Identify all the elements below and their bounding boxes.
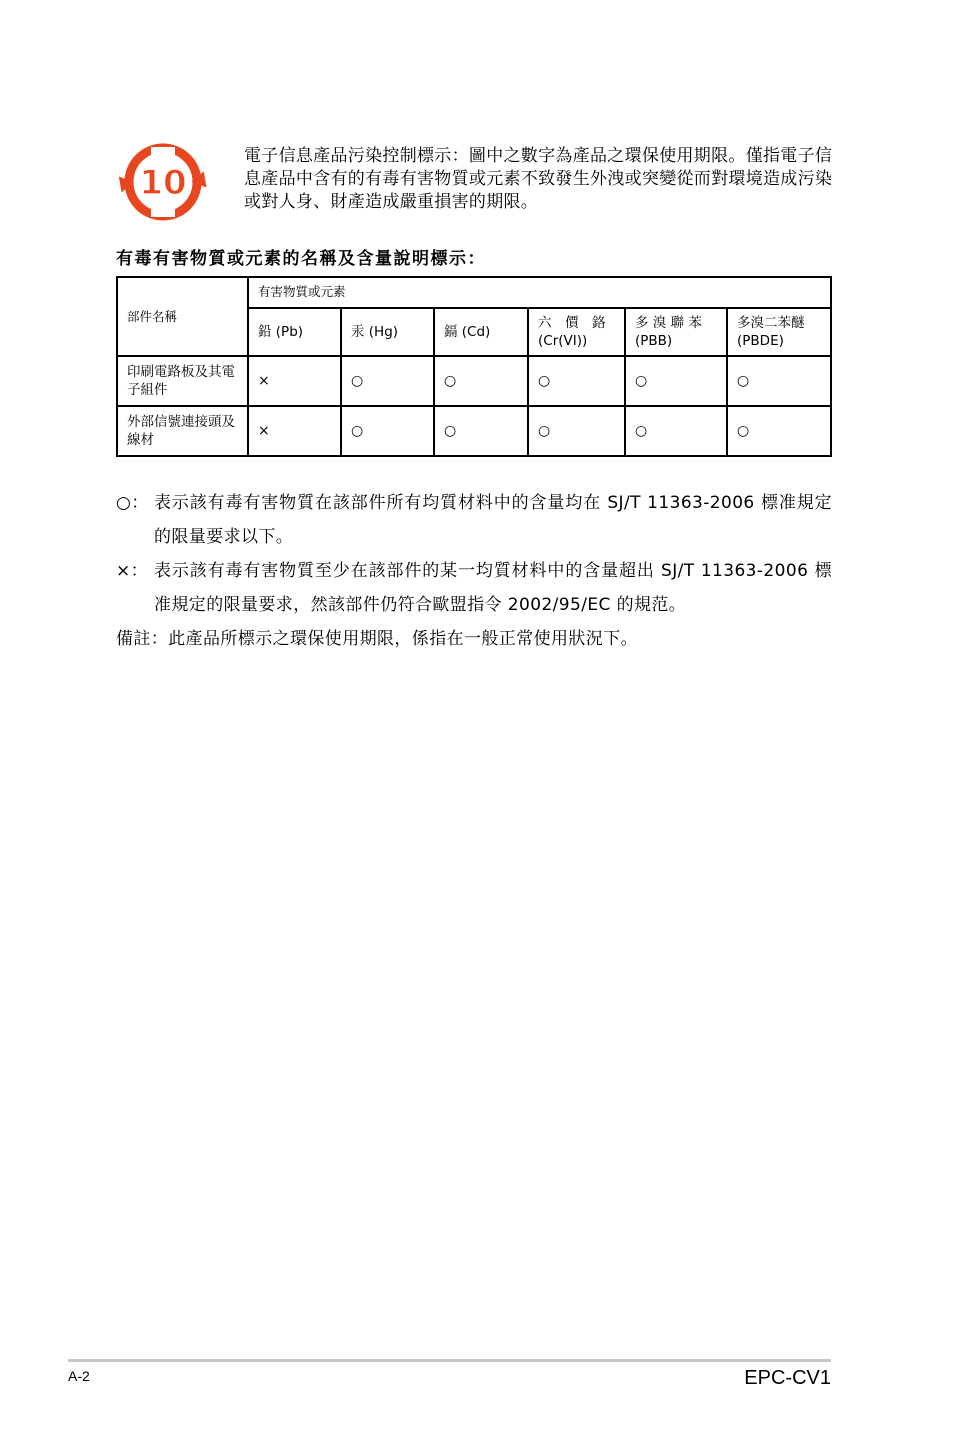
page-number: A-2 (68, 1368, 90, 1384)
table-title: 有毒有害物質或元素的名稱及含量說明標示： (116, 249, 486, 269)
substance-value-cell: ○ (625, 356, 727, 406)
hazardous-substances-table (116, 276, 832, 457)
substance-value-cell: ○ (341, 406, 434, 456)
note-text: 表示該有毒有害物質在該部件所有均質材料中的含量均在 SJ/T 11363-2006 標准規定的限量要求以下。 (154, 493, 832, 547)
part-name-cell: 印刷電路板及其電子組件 (117, 356, 248, 406)
part-name-header: 部件名稱 (117, 277, 248, 356)
substances-group-header: 有害物質或元素 (248, 277, 831, 308)
substance-header: 六 價 鉻 (Cr(VI)) (528, 308, 625, 357)
substance-value-cell: ○ (341, 356, 434, 406)
substance-value-cell: ○ (625, 406, 727, 456)
substance-header: 汞 (Hg) (341, 308, 434, 357)
note-mark: ○： (116, 493, 149, 513)
substance-value-cell: × (248, 406, 341, 456)
substance-value-cell: ○ (727, 406, 831, 456)
substance-header: 多 溴 聯 苯 (PBB) (625, 308, 727, 357)
note-text: 表示該有毒有害物質至少在該部件的某一均質材料中的含量超出 SJ/T 11363-2006 標准規定的限量要求，然該部件仍符合歐盟指令 2002/95/EC 的規范。 (154, 561, 832, 615)
substance-header: 鎘 (Cd) (434, 308, 528, 357)
substance-value-cell: × (248, 356, 341, 406)
table-row (117, 356, 831, 406)
part-name-cell: 外部信號連接頭及線材 (117, 406, 248, 456)
substance-value-cell: ○ (528, 406, 625, 456)
note-compliant (116, 486, 832, 554)
substance-value-cell: ○ (727, 356, 831, 406)
remark: 備註：此產品所標示之環保使用期限，係指在一般正常使用狀況下。 (116, 629, 638, 649)
footer-divider (68, 1359, 831, 1362)
environmental-protection-period-logo (115, 143, 211, 221)
substance-value-cell: ○ (528, 356, 625, 406)
note-mark: ×： (116, 561, 149, 581)
table-row (117, 406, 831, 456)
model-name: EPC-CV1 (744, 1367, 831, 1389)
substance-value-cell: ○ (434, 356, 528, 406)
substance-header: 鉛 (Pb) (248, 308, 341, 357)
substance-value-cell: ○ (434, 406, 528, 456)
note-exceeds (116, 554, 832, 622)
logo-number: 10 (139, 163, 187, 203)
substance-header: 多溴二苯醚 (PBDE) (727, 308, 831, 357)
intro-paragraph: 電子信息產品污染控制標示：圖中之數字為產品之環保使用期限。僅指電子信息產品中含有的有毒有害物質或元素不致發生外洩或突變從而對環境造成污染或對人身、財產造成嚴重損害的期限。 (244, 146, 833, 212)
notes-section (116, 486, 832, 656)
